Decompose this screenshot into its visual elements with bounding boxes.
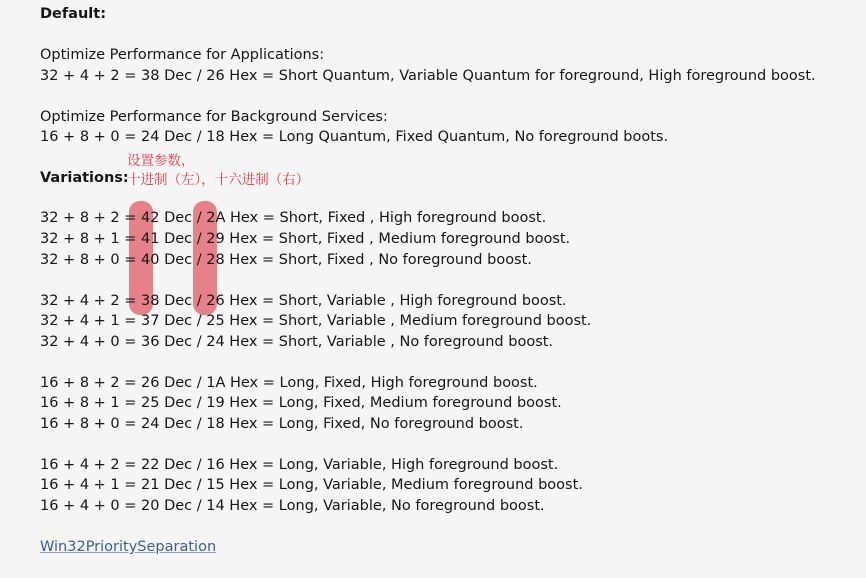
variation-line: 32 + 4 + 1 = 37 Dec / 25 Hex = Short, Variable , Medium foreground boost. [40, 313, 592, 329]
background-line: 16 + 8 + 0 = 24 Dec / 18 Hex = Long Quantum, Fixed Quantum, No foreground boots. [40, 129, 669, 145]
variation-line: 16 + 4 + 0 = 20 Dec / 14 Hex = Long, Variable, No foreground boost. [40, 498, 545, 514]
variation-line: 32 + 4 + 2 = 38 Dec / 26 Hex = Short, Variable , High foreground boost. [40, 293, 567, 309]
annotation-line-2: 十进制（左），十六进制（右） [127, 172, 310, 188]
variation-line: 32 + 4 + 0 = 36 Dec / 24 Hex = Short, Variable , No foreground boost. [40, 334, 554, 350]
variation-line: 32 + 8 + 0 = 40 Dec / 28 Hex = Short, Fixed , No foreground boost. [40, 252, 532, 268]
variation-line: 16 + 4 + 2 = 22 Dec / 16 Hex = Long, Variable, High foreground boost. [40, 457, 559, 473]
red-annotation [127, 152, 309, 190]
variation-line: 16 + 8 + 2 = 26 Dec / 1A Hex = Long, Fixed, High foreground boost. [40, 375, 538, 391]
win32-priority-separation-link[interactable]: Win32PrioritySeparation [40, 539, 217, 555]
variation-line: 16 + 8 + 1 = 25 Dec / 19 Hex = Long, Fixed, Medium foreground boost. [40, 395, 562, 411]
variation-line: 32 + 8 + 2 = 42 Dec / 2A Hex = Short, Fixed , High foreground boost. [40, 210, 547, 226]
variation-line: 16 + 4 + 1 = 21 Dec / 15 Hex = Long, Variable, Medium foreground boost. [40, 477, 583, 493]
apps-line: 32 + 4 + 2 = 38 Dec / 26 Hex = Short Quantum, Variable Quantum for foreground, High foreground boost. [40, 68, 816, 84]
background-heading: Optimize Performance for Background Services: [40, 109, 388, 125]
default-heading: Default: [40, 6, 106, 22]
variations-heading: Variations: [40, 170, 129, 186]
annotation-line-1: 设置参数， [127, 153, 195, 169]
variation-line: 16 + 8 + 0 = 24 Dec / 18 Hex = Long, Fixed, No foreground boost. [40, 416, 524, 432]
variation-line: 32 + 8 + 1 = 41 Dec / 29 Hex = Short, Fixed , Medium foreground boost. [40, 231, 571, 247]
apps-heading: Optimize Performance for Applications: [40, 47, 325, 63]
